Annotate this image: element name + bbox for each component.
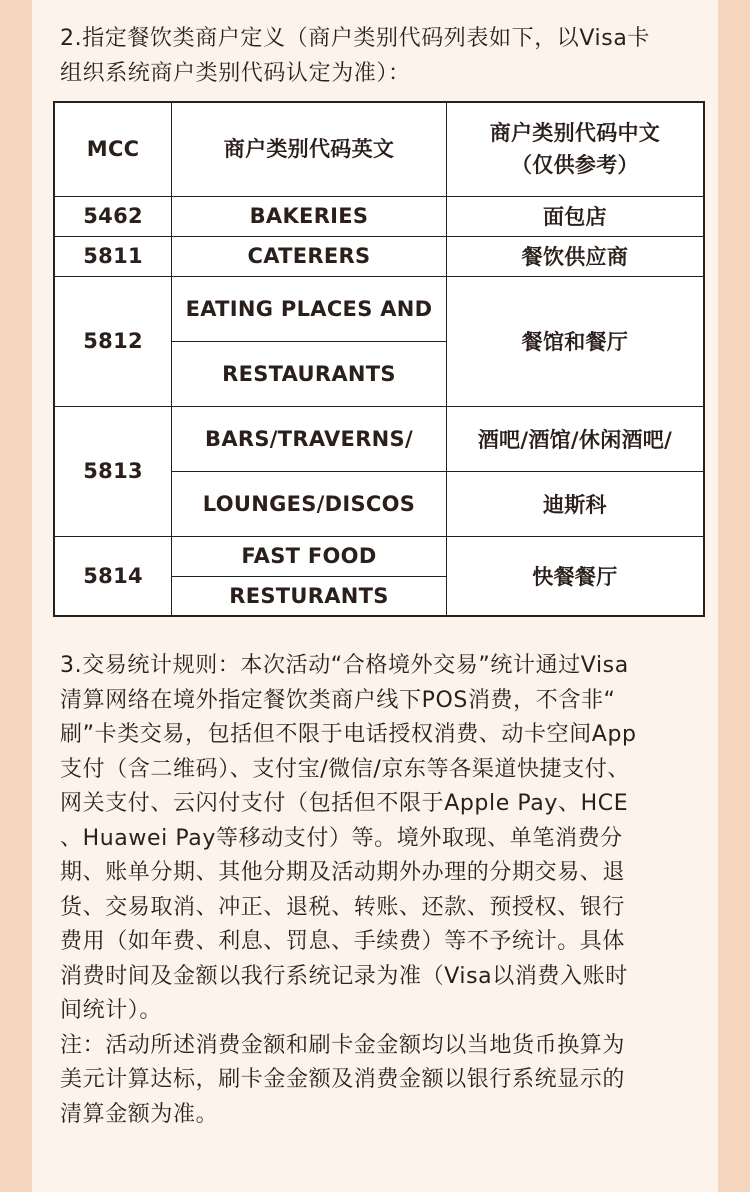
table-row: [54, 196, 704, 236]
header-chinese-line1: 商户类别代码中文: [489, 121, 661, 146]
mcc-definition-paragraph: [60, 22, 710, 91]
cell-mcc: 5812: [54, 276, 172, 406]
table-row: [54, 536, 704, 576]
rules-line: 消费时间及金额以我行系统记录为准（Visa以消费入账时: [60, 963, 628, 989]
cell-english: CATERERS: [172, 236, 447, 276]
note-line: 清算金额为准。: [60, 1101, 219, 1127]
intro-line: 组织系统商户类别代码认定为准）：: [60, 60, 411, 86]
mcc-table: [53, 101, 705, 617]
rules-line: 间统计）。: [60, 998, 163, 1023]
header-mcc: MCC: [54, 102, 172, 196]
cell-mcc: 5814: [54, 536, 172, 616]
transaction-rules-paragraph: [60, 649, 710, 1132]
cell-chinese: 餐饮供应商: [446, 236, 704, 276]
cell-chinese: 面包店: [446, 196, 704, 236]
cell-english: LOUNGES/DISCOS: [172, 471, 447, 536]
cell-mcc: 5462: [54, 196, 172, 236]
cell-english: RESTURANTS: [172, 576, 447, 616]
table-row: [54, 236, 704, 276]
cell-chinese: 酒吧/酒馆/休闲酒吧/: [446, 406, 704, 471]
cell-chinese: 迪斯科: [446, 471, 704, 536]
cell-chinese: 餐馆和餐厅: [446, 276, 704, 406]
header-english: 商户类别代码英文: [172, 102, 447, 196]
cell-english: RESTAURANTS: [172, 341, 447, 406]
header-chinese: [446, 102, 704, 196]
rules-line: 货、交易取消、冲正、退税、转账、还款、预授权、银行: [60, 894, 626, 920]
rules-line: 网关支付、云闪付支付（包括但不限于Apple Pay、HCE: [60, 791, 629, 816]
cell-mcc: 5813: [54, 406, 172, 536]
rules-line: 3.交易统计规则：本次活动“合格境外交易”统计通过Visa: [60, 653, 629, 678]
header-chinese-line2: （仅供参考）: [511, 153, 639, 178]
rules-line: 清算网络在境外指定餐饮类商户线下POS消费，不含非“: [60, 687, 616, 713]
rules-line: 费用（如年费、利息、罚息、手续费）等不予统计。具体: [60, 929, 626, 954]
cell-english: FAST FOOD: [172, 536, 447, 576]
rules-line: 、Huawei Pay等移动支付）等。境外取现、单笔消费分: [60, 825, 623, 851]
table-row: [54, 276, 704, 341]
note-line: 美元计算达标，刷卡金金额及消费金额以银行系统显示的: [60, 1067, 626, 1092]
table-header-row: [54, 102, 704, 196]
cell-english: BARS/TRAVERNS/: [172, 406, 447, 471]
cell-mcc: 5811: [54, 236, 172, 276]
table-row: [54, 406, 704, 471]
rules-line: 刷”卡类交易，包括但不限于电话授权消费、动卡空间App: [60, 722, 637, 747]
cell-english: BAKERIES: [172, 196, 447, 236]
rules-line: 支付（含二维码）、支付宝/微信/京东等各渠道快捷支付、: [60, 756, 631, 782]
note-line: 注：活动所述消费金额和刷卡金金额均以当地货币换算为: [60, 1032, 626, 1058]
cell-english: EATING PLACES AND: [172, 276, 447, 341]
rules-line: 期、账单分期、其他分期及活动期外办理的分期交易、退: [60, 860, 626, 885]
cell-chinese: 快餐餐厅: [446, 536, 704, 616]
intro-line: 2.指定餐饮类商户定义（商户类别代码列表如下，以Visa卡: [60, 26, 651, 51]
